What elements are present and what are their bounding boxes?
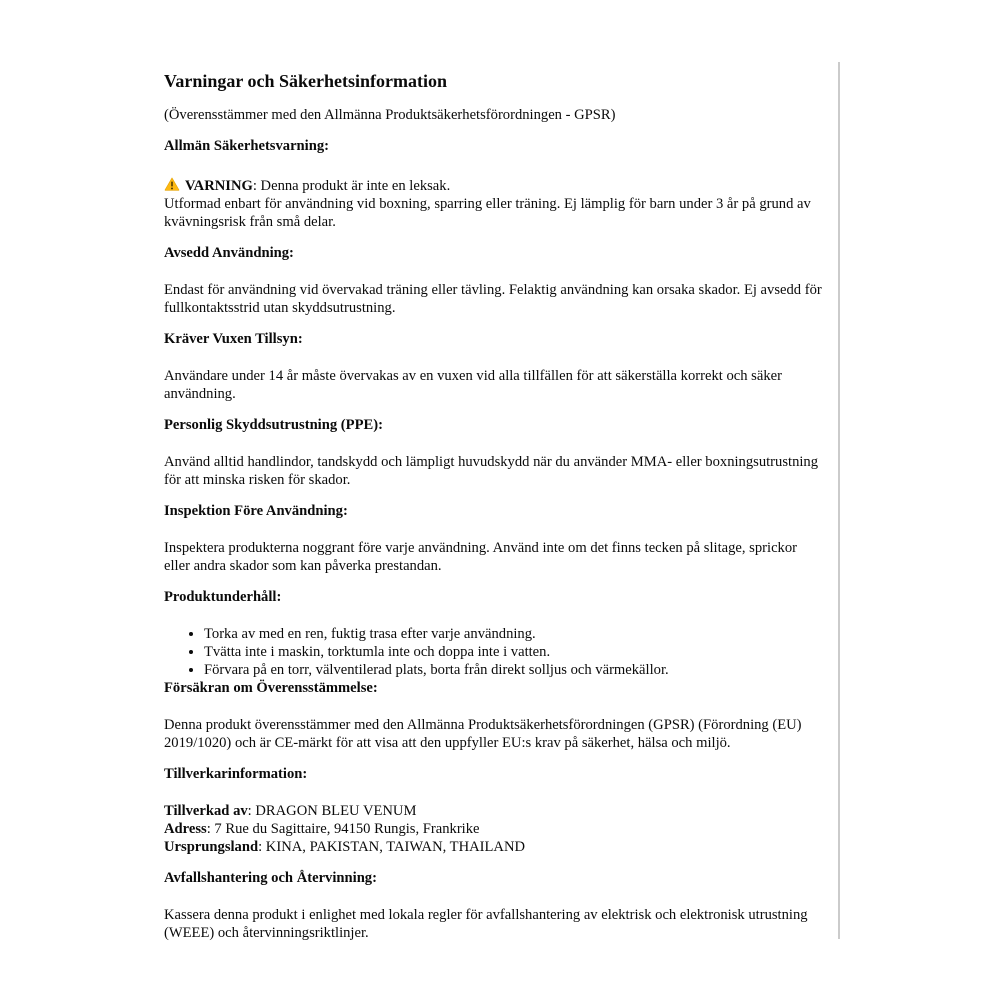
heading-general-warning: Allmän Säkerhetsvarning:	[164, 138, 329, 154]
vertical-divider	[838, 62, 840, 939]
warning-line	[164, 177, 826, 195]
warning-triangle-icon	[164, 177, 180, 191]
inspection-text: Inspektera produkterna noggrant före varje användning. Använd inte om det finns tecken på slitage, sprickor eller andra skador som kan påverka prestandan.	[164, 540, 798, 574]
heading-ppe: Personlig Skyddsutrustning (PPE):	[164, 417, 383, 433]
manufacturer-address-line	[164, 820, 826, 838]
compliance-note: (Överensstämmer med den Allmänna Produktsäkerhetsförordningen - GPSR)	[164, 107, 616, 123]
heading-intended-use: Avsedd Användning:	[164, 245, 294, 261]
manufacturer-made-by-line	[164, 802, 826, 820]
maintenance-list	[164, 625, 826, 679]
manufacturer-origin-line	[164, 838, 826, 856]
conformity-text: Denna produkt överensstämmer med den Allmänna Produktsäkerhetsförordningen (GPSR) (Förordning (EU) 2019/1020) och är CE-märkt för att visa att den uppfyller EU:s krav på säkerhet, hälsa och miljö.	[164, 717, 802, 751]
supervision-text: Användare under 14 år måste övervakas av en vuxen vid alla tillfällen för att säkerställa korrekt och säker användning.	[164, 368, 782, 402]
heading-disposal: Avfallshantering och Återvinning:	[164, 870, 377, 886]
general-warning-paragraph	[164, 177, 826, 231]
warning-label: VARNING	[185, 178, 253, 194]
heading-maintenance: Produktunderhåll:	[164, 589, 282, 605]
made-by-value: : DRAGON BLEU VENUM	[247, 803, 417, 819]
list-item: • Förvara på en torr, välventilerad plats, borta från direkt solljus och värmekällor.	[204, 661, 826, 679]
made-by-label: Tillverkad av	[164, 803, 248, 819]
warning-label-suffix: : Denna produkt är inte en leksak.	[252, 178, 451, 194]
ppe-text: Använd alltid handlindor, tandskydd och lämpligt huvudskydd när du använder MMA- eller boxningsutrustning för att minska risken för skador.	[164, 454, 819, 488]
page-title: Varningar och Säkerhetsinformation	[164, 71, 448, 91]
heading-conformity: Försäkran om Överensstämmelse:	[164, 680, 378, 696]
heading-inspection: Inspektion Före Användning:	[164, 503, 348, 519]
address-label: Adress	[164, 821, 207, 837]
intended-use-text: Endast för användning vid övervakad träning eller tävling. Felaktig användning kan orsaka skador. Ej avsedd för fullkontaktsstrid utan skyddsutrustning.	[164, 282, 822, 316]
address-value: : 7 Rue du Sagittaire, 94150 Rungis, Frankrike	[206, 821, 480, 837]
origin-label: Ursprungsland	[164, 839, 259, 855]
list-item: • Torka av med en ren, fuktig trasa efter varje användning.	[204, 625, 826, 643]
heading-manufacturer: Tillverkarinformation:	[164, 766, 308, 782]
heading-supervision: Kräver Vuxen Tillsyn:	[164, 331, 303, 347]
disposal-text: Kassera denna produkt i enlighet med lokala regler för avfallshantering av elektrisk och elektronisk utrustning (WEEE) och återvinningsriktlinjer.	[164, 907, 808, 941]
document-body	[164, 57, 826, 955]
manufacturer-info	[164, 802, 826, 856]
list-item: • Tvätta inte i maskin, torktumla inte och doppa inte i vatten.	[204, 643, 826, 661]
warning-body-text: Utformad enbart för användning vid boxning, sparring eller träning. Ej lämplig för barn under 3 år på grund av kvävningsrisk från små delar.	[164, 196, 811, 230]
origin-value: : KINA, PAKISTAN, TAIWAN, THAILAND	[258, 839, 526, 855]
